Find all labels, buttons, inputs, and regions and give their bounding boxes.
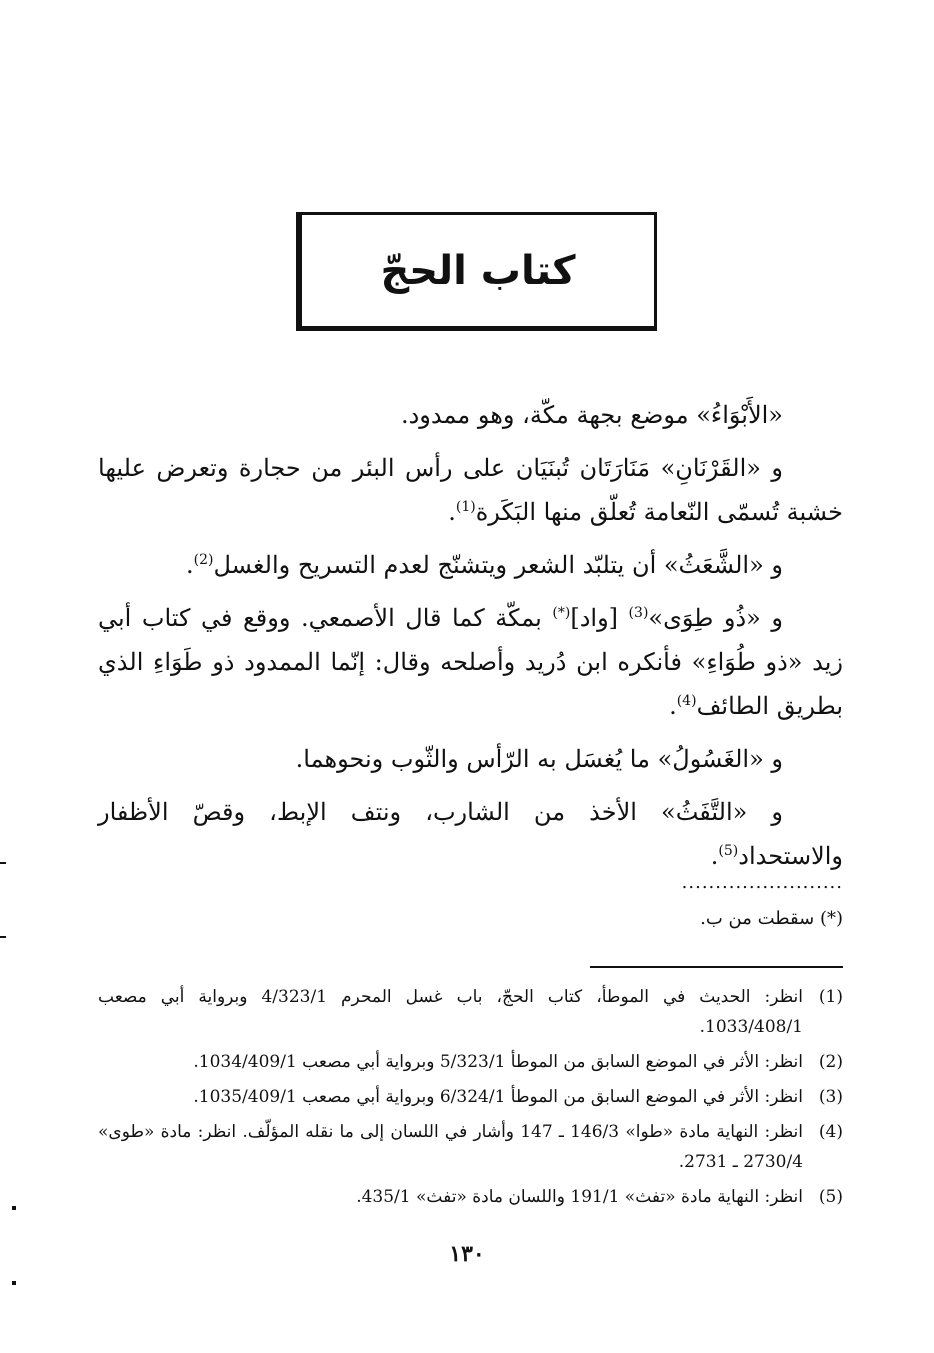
paragraph-shaath: و «الشَّعَثُ» أن يتلبّد الشعر ويتشنّج لعدم التسريح والغسل$^{(2)}$.	[185, 551, 783, 579]
footnotes	[98, 982, 843, 1217]
footnote-ref-2[interactable]: (2)	[193, 552, 214, 568]
paragraph-ghasul: و «الغَسُولُ» ما يُغسَل به الرّأس والثّوب ونحوهما.	[295, 745, 783, 773]
footnote-text: انظر: الحديث في الموطأ، كتاب الحجّ، باب غسل المحرم 4/323/1 وبرواية أبي مصعب 1033/408/1.	[98, 987, 803, 1037]
paragraph-abwa: «الأَبْوَاءُ» موضع بجهة مكّة، وهو ممدود.	[400, 401, 783, 429]
footnote-number: (4)	[818, 1122, 843, 1142]
footnote-ref-star[interactable]: (*)	[552, 605, 571, 621]
footnote-1	[98, 982, 843, 1042]
star-note: (*) سقطت من ب.	[700, 908, 843, 929]
paragraph-tafath: و «التَّفَثُ» الأخذ من الشارب، ونتف الإبط، وقصّ الأظفار والاستحداد$^{(5)}$.	[98, 798, 843, 870]
footnote-3	[98, 1082, 843, 1112]
footnote-text: انظر: الأثر في الموضع السابق من الموطأ 5/323/1 وبرواية أبي مصعب 1034/409/1.	[193, 1052, 803, 1072]
page-number: ١٣٠	[449, 1241, 485, 1267]
main-text	[98, 393, 843, 887]
scan-mark	[12, 1206, 16, 1210]
chapter-title: كتاب الحجّ	[380, 247, 576, 294]
scan-mark	[12, 1281, 16, 1285]
footnote-5	[98, 1182, 843, 1212]
footnote-ref-3[interactable]: (3)	[628, 605, 649, 621]
footnote-number: (1)	[818, 987, 843, 1007]
footnote-text: انظر: الأثر في الموضع السابق من الموطأ 6/324/1 وبرواية أبي مصعب 1035/409/1.	[193, 1087, 803, 1107]
footnote-ref-5[interactable]: (5)	[718, 843, 739, 859]
footnote-4	[98, 1117, 843, 1177]
footnote-number: (2)	[818, 1052, 843, 1072]
scan-mark	[0, 936, 6, 938]
chapter-title-box	[296, 212, 657, 331]
footnote-text: انظر: النهاية مادة «تفث» 191/1 واللسان مادة «تفث» 435/1.	[356, 1187, 803, 1207]
footnote-ref-1[interactable]: (1)	[455, 499, 476, 515]
footnote-number: (3)	[818, 1087, 843, 1107]
dotted-separator: ........................	[681, 872, 843, 893]
footnote-rule	[590, 966, 843, 968]
paragraph-qarnan: و «القَرْنَانِ» مَنَارَتَان تُبنَيَان على رأس البئر من حجارة وتعرض عليها خشبة تُسمّى النّعامة تُعلّق منها البَكَرة$^{(1)}$.	[98, 454, 843, 526]
footnote-ref-4[interactable]: (4)	[676, 693, 697, 709]
paragraph-dhu-tuwa: و «ذُو طِوَى»$^{(3)}$ [واد](*) بمكّة كما قال الأصمعي. ووقع في كتاب أبي زيد «ذو طُوَاءِ» فأنكره ابن دُريد وأصلحه وقال: إنّما الممدود ذو طَوَاءِ الذي بطريق الطائف$^{(4)}$.	[98, 604, 843, 720]
footnote-2	[98, 1047, 843, 1077]
footnote-text: انظر: النهاية مادة «طوا» 146/3 ـ 147 وأشار في اللسان إلى ما نقله المؤلّف. انظر: مادة «طوى» 2730/4 ـ 2731.	[98, 1122, 803, 1172]
footnote-number: (5)	[818, 1187, 843, 1207]
scan-mark	[0, 862, 6, 864]
